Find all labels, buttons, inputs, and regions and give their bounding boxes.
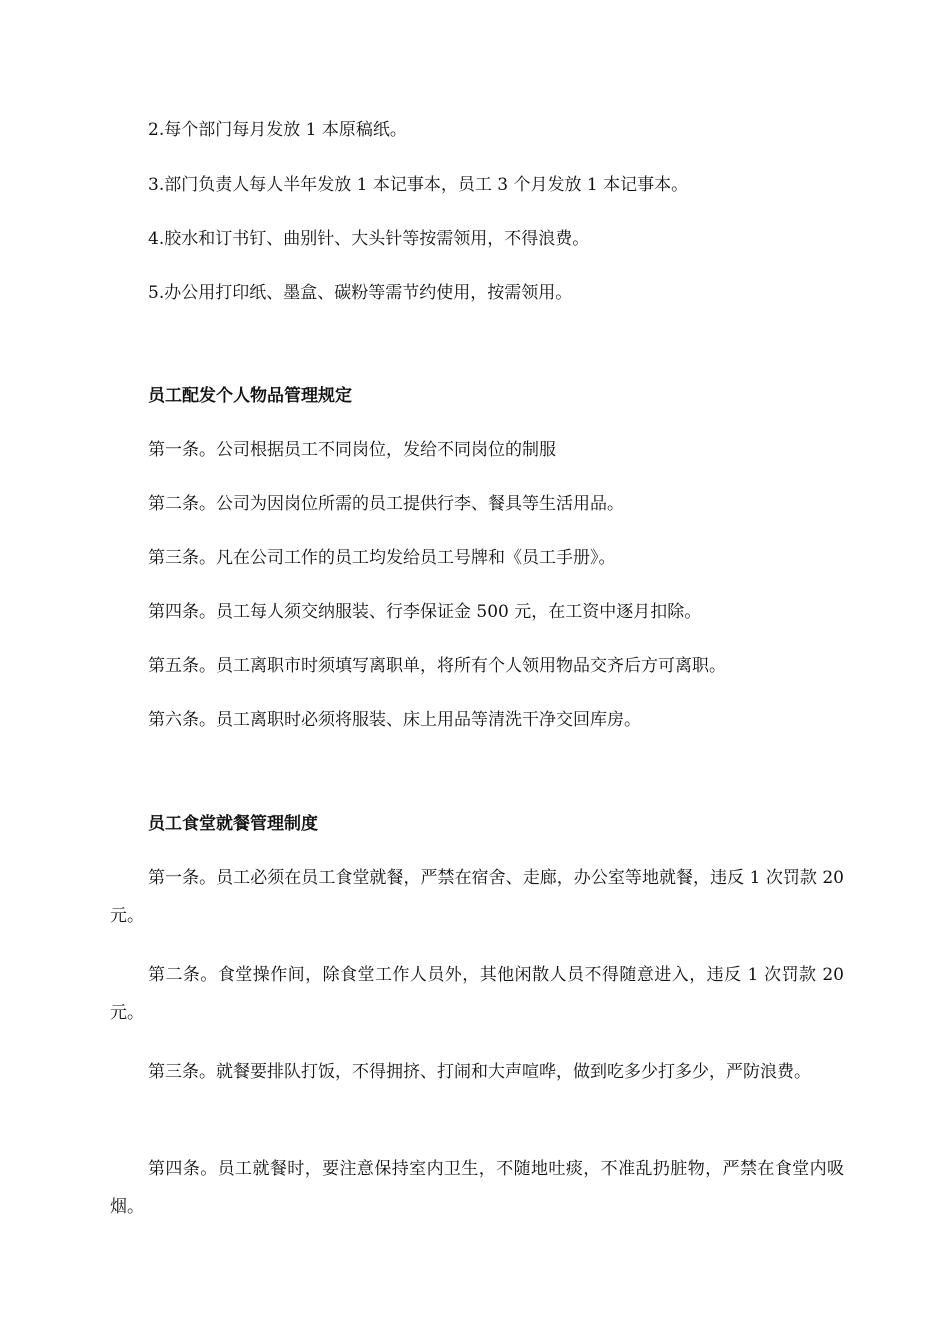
canteen-article-2: 第二条。食堂操作间，除食堂工作人员外，其他闲散人员不得随意进入，违反 1 次罚款 20 元。 — [110, 965, 844, 1023]
canteen-article-3: 第三条。就餐要排队打饭，不得拥挤、打闹和大声喧哗，做到吃多少打多少，严防浪费。 — [148, 1062, 811, 1082]
canteen-article-1: 第一条。员工必须在员工食堂就餐，严禁在宿舍、走廊，办公室等地就餐，违反 1 次罚款 20 元。 — [110, 868, 844, 926]
supply-item-5: 5.办公用打印纸、墨盒、碳粉等需节约使用，按需领用。 — [148, 283, 573, 303]
supply-item-3: 3.部门负责人每人半年发放 1 本记事本，员工 3 个月发放 1 本记事本。 — [148, 175, 689, 195]
personal-items-article-2: 第二条。公司为因岗位所需的员工提供行李、餐具等生活用品。 — [148, 494, 624, 514]
canteen-heading: 员工食堂就餐管理制度 — [148, 814, 318, 834]
supply-item-4: 4.胶水和订书钉、曲别针、大头针等按需领用，不得浪费。 — [148, 229, 590, 249]
canteen-article-4: 第四条。员工就餐时，要注意保持室内卫生，不随地吐痰，不准乱扔脏物，严禁在食堂内吸烟。 — [110, 1159, 844, 1217]
personal-items-article-1: 第一条。公司根据员工不同岗位，发给不同岗位的制服 — [148, 440, 556, 460]
supply-item-2: 2.每个部门每月发放 1 本原稿纸。 — [148, 120, 407, 140]
personal-items-article-6: 第六条。员工离职时必须将服装、床上用品等清洗干净交回库房。 — [148, 710, 641, 730]
personal-items-article-5: 第五条。员工离职市时须填写离职单，将所有个人领用物品交齐后方可离职。 — [148, 656, 726, 676]
personal-items-article-3: 第三条。凡在公司工作的员工均发给员工号牌和《员工手册》。 — [148, 548, 616, 568]
personal-items-article-4: 第四条。员工每人须交纳服装、行李保证金 500 元，在工资中逐月扣除。 — [148, 602, 702, 622]
personal-items-heading: 员工配发个人物品管理规定 — [148, 386, 352, 406]
